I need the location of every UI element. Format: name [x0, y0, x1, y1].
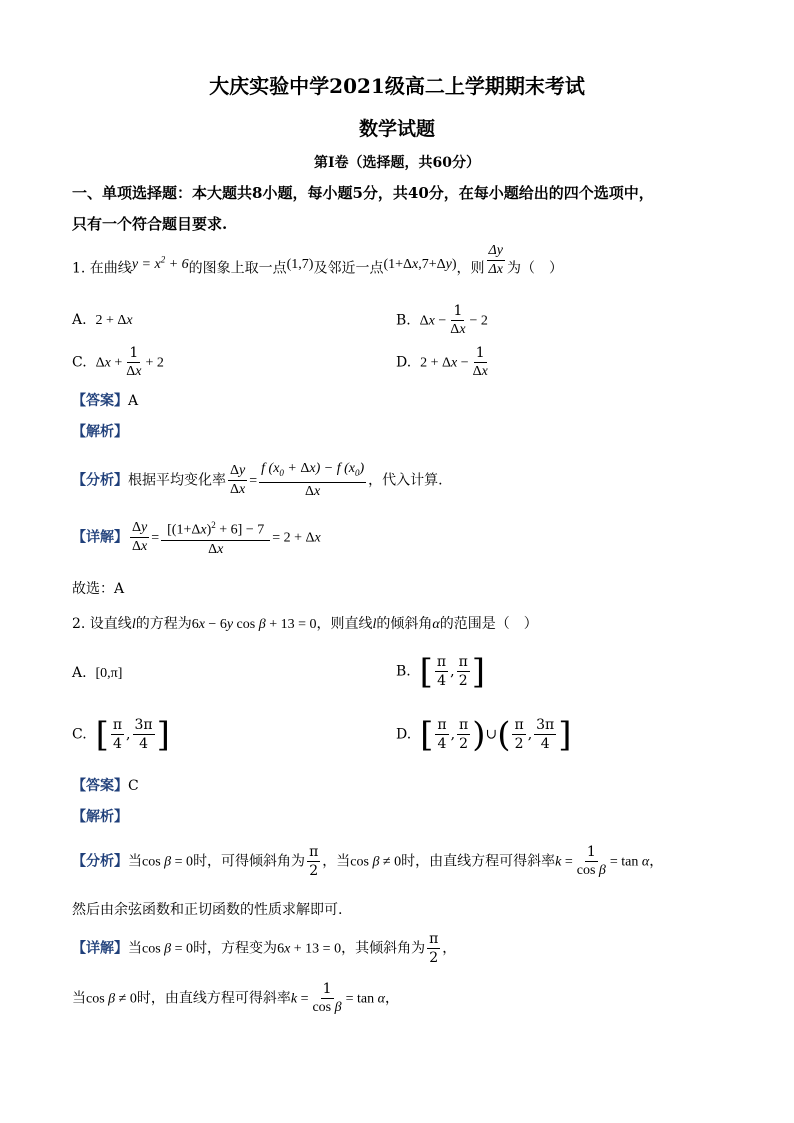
- volume-heading: 第Ⅰ卷（选择题，共60分）: [313, 155, 481, 171]
- q2-option-a: A. [0,π]: [72, 665, 123, 681]
- q1-option-b: B. Δx − $\frac{1}{\Delta x}$ − 2: [396, 303, 488, 337]
- q2-xiangjie-line1: 【详解】当cos β = 0时，方程变为6x + 13 = 0，其倾斜角为 $\frac{\pi}{2}$ ，: [72, 931, 457, 966]
- q1-xiangjie: 【详解】 $\frac{\Delta y}{\Delta x}$ = $\frac{[(1+\Delta x)^2 + 6] - 7}{\Delta x}$ = 2 + Δx: [72, 516, 321, 559]
- q2-option-d: D. [ $\frac{\pi}{4}$ , $\frac{\pi}{2}$ )∪( $\frac{\pi}{2}$ , $\frac{3\pi}{4}$ ]: [396, 714, 572, 755]
- exam-title: 大庆实验中学2021级高二上学期期末考试: [209, 74, 585, 98]
- q1-option-d: D. 2 + Δx − $\frac{1}{\Delta x}$: [396, 345, 488, 379]
- section-heading-line2: 只有一个符合题目要求.: [72, 215, 228, 233]
- q2-xiangjie-line2: 当cos β ≠ 0时，由直线方程可得斜率k = $\frac{1}{\text{cos β}}$ = tan α，: [72, 981, 399, 1015]
- q2-option-b: B. [ $\frac{\pi}{4}$ , $\frac{\pi}{2}$ ]: [396, 651, 486, 692]
- subject-title: 数学试题: [358, 118, 435, 140]
- q2-answer: 【答案】C: [72, 778, 139, 794]
- q2-fenxi-line1: 【分析】当cos β = 0时，可得倾斜角为 $\frac{\pi}{2}$ ，当cos β ≠ 0时，由直线方程可得斜率k = $\frac{1}{\text{cos β}}$ = tan α，: [72, 844, 664, 879]
- q1-answer: 【答案】A: [72, 393, 139, 409]
- q1-fenxi: 【分析】根据平均变化率 $\frac{\Delta y}{\Delta x}$ = $\frac{f (x_0 + \Delta x) - f (x_0)}{\Delta x}$ ，代入计算.: [72, 461, 443, 499]
- section-heading-line1: 一、单项选择题：本大题共8小题，每小题5分，共40分，在每小题给出的四个选项中，: [72, 184, 654, 202]
- q2-option-c: C. [ $\frac{\pi}{4}$ , $\frac{3\pi}{4}$ ]: [72, 714, 170, 755]
- question-2-stem: 2. 设直线l的方程为6x − 6y cos β + 13 = 0，则直线l的倾斜角α的范围是（ ）: [72, 616, 538, 632]
- q1-conclusion: 故选：A: [72, 581, 125, 597]
- q1-analysis-label: 【解析】: [72, 424, 128, 440]
- question-1-stem: 1. 在曲线$y = x^2 + 6$的图象上取一点(1,7)及邻近一点(1+Δx,7+Δy)，则 $\frac{\Delta y}{\Delta x}$ 为（ ）: [72, 243, 563, 277]
- q2-analysis-label: 【解析】: [72, 809, 128, 825]
- q1-option-c: C. Δx + $\frac{1}{\Delta x}$ + 2: [72, 345, 164, 379]
- q1-option-a: A. 2 + Δx: [72, 312, 133, 328]
- q2-fenxi-line2: 然后由余弦函数和正切函数的性质求解即可.: [72, 902, 343, 918]
